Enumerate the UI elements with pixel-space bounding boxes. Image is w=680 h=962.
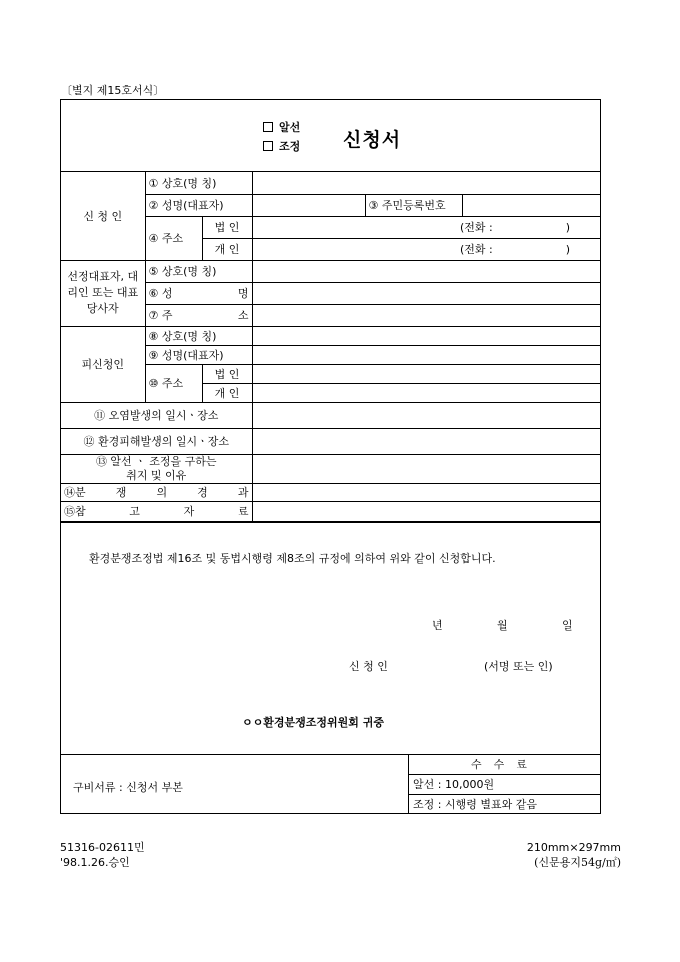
rep-person-label-a: ⑥ 성 [148,287,173,300]
form-header [61,100,600,172]
pollution-label: ⑪ 오염발생의 일시ㆍ장소 [61,402,252,428]
option-mediation-label: 알선 [279,121,301,134]
rep-person-label-b: 명 [237,287,249,300]
damage-field[interactable] [252,428,600,454]
fee-adjustment: 조정 : 시행령 별표와 같음 [413,797,537,811]
reference-label-part: 고 [129,505,140,518]
footer-right [527,840,621,870]
dispute-label-part: 과 [237,486,249,499]
date-month-label: 월 [497,618,508,632]
form-number-label: 〔별지 제15호서식〕 [61,84,165,97]
resident-no-label: ③ 주민등록번호 [365,194,462,216]
paper-size: 210mm×297mm [526,841,621,854]
dispute-label-part: 경 [197,486,208,499]
reference-label-part: 자 [183,505,195,518]
bottom-section [61,754,600,813]
respondent-group-label: 피신청인 [61,326,145,402]
rep-name-label: ⑤ 상호(명 칭) [145,260,252,282]
fee-mediation: 알선 : 10,000원 [409,775,601,795]
phone-open: (전화 : [460,243,493,256]
respondent-corp-field[interactable] [252,364,600,383]
respondent-indiv-field[interactable] [252,383,600,402]
respondent-indiv-label: 개 인 [202,383,252,402]
committee-label: ㅇㅇ환경분쟁조정위원회 귀중 [242,715,384,729]
rep-address-field[interactable] [252,304,600,326]
purpose-label [61,454,252,483]
resident-no-field[interactable] [462,194,600,216]
phone-open: (전화 : [460,221,493,234]
type-options [263,118,300,156]
checkbox-icon [263,141,273,151]
reference-label [61,501,252,521]
rep-person-label [145,282,252,304]
checkbox-icon [263,122,273,132]
rep-person-field[interactable] [252,282,600,304]
phone-close: ) [565,243,571,256]
purpose-label-line1: ⑬ 알선 ㆍ 조정을 구하는 [95,454,217,468]
representative-group-label: 선정대표자, 대리인 또는 대표당사자 [61,260,145,326]
respondent-rep-label: ⑨ 성명(대표자) [145,345,252,364]
applicant-address-label: ④ 주소 [145,216,202,260]
application-table [61,172,600,522]
dispute-field[interactable] [252,483,600,501]
applicant-name-field[interactable] [252,172,600,194]
pollution-field[interactable] [252,402,600,428]
respondent-corp-label: 법 인 [202,364,252,383]
form-code: 51316-02611민 [60,841,145,854]
reference-label-part: 료 [237,505,249,518]
dispute-label-part: 의 [156,486,168,499]
date-year-label: 년 [432,618,443,632]
phone-close: ) [565,221,571,234]
reference-field[interactable] [252,501,600,521]
applicant-name-label: ① 상호(명 칭) [145,172,252,194]
rep-address-label [145,304,252,326]
option-adjustment-label: 조정 [279,140,301,153]
applicant-corp-label: 법 인 [202,216,252,238]
statement-text: 환경분쟁조정법 제16조 및 동법시행령 제8조의 규정에 의하여 위와 같이 신청합니다. [89,551,496,565]
fee-box [408,755,601,813]
date-day-label: 일 [562,618,573,632]
purpose-field[interactable] [252,454,600,483]
applicant-indiv-address-field[interactable] [252,238,600,260]
dispute-label [61,483,252,501]
rep-address-label-a: ⑦ 주 [148,309,173,322]
reference-label-part: ⑮참 [64,505,86,518]
option-adjustment[interactable] [263,137,300,156]
applicant-corp-address-field[interactable] [252,216,600,238]
applicant-rep-label: ② 성명(대표자) [145,194,252,216]
applicant-rep-field[interactable] [252,194,365,216]
statement-section [61,522,600,754]
dispute-label-part: 쟁 [115,486,127,499]
applicant-sign-label: 신 청 인 [349,659,388,673]
paper-type: (신문용지54g/㎡) [534,856,621,869]
respondent-name-field[interactable] [252,326,600,345]
purpose-label-line2: 취지 및 이유 [126,468,187,482]
fee-title: 수수료 [409,755,601,775]
dispute-label-part: ⑭분 [64,486,86,499]
applicant-group-label: 신 청 인 [61,172,145,260]
signature-label: (서명 또는 인) [484,659,553,673]
required-docs: 구비서류 : 신청서 부본 [73,780,183,794]
approval-date: '98.1.26.승인 [60,856,130,869]
rep-address-label-b: 소 [237,309,249,322]
form-title: 신청서 [343,129,402,151]
respondent-name-label: ⑧ 상호(명 칭) [145,326,252,345]
footer-left [60,840,145,870]
respondent-address-label: ⑩ 주소 [145,364,202,402]
option-mediation[interactable] [263,118,300,137]
rep-name-field[interactable] [252,260,600,282]
respondent-rep-field[interactable] [252,345,600,364]
applicant-indiv-label: 개 인 [202,238,252,260]
damage-label: ⑫ 환경피해발생의 일시ㆍ장소 [61,428,252,454]
application-form [60,99,601,814]
